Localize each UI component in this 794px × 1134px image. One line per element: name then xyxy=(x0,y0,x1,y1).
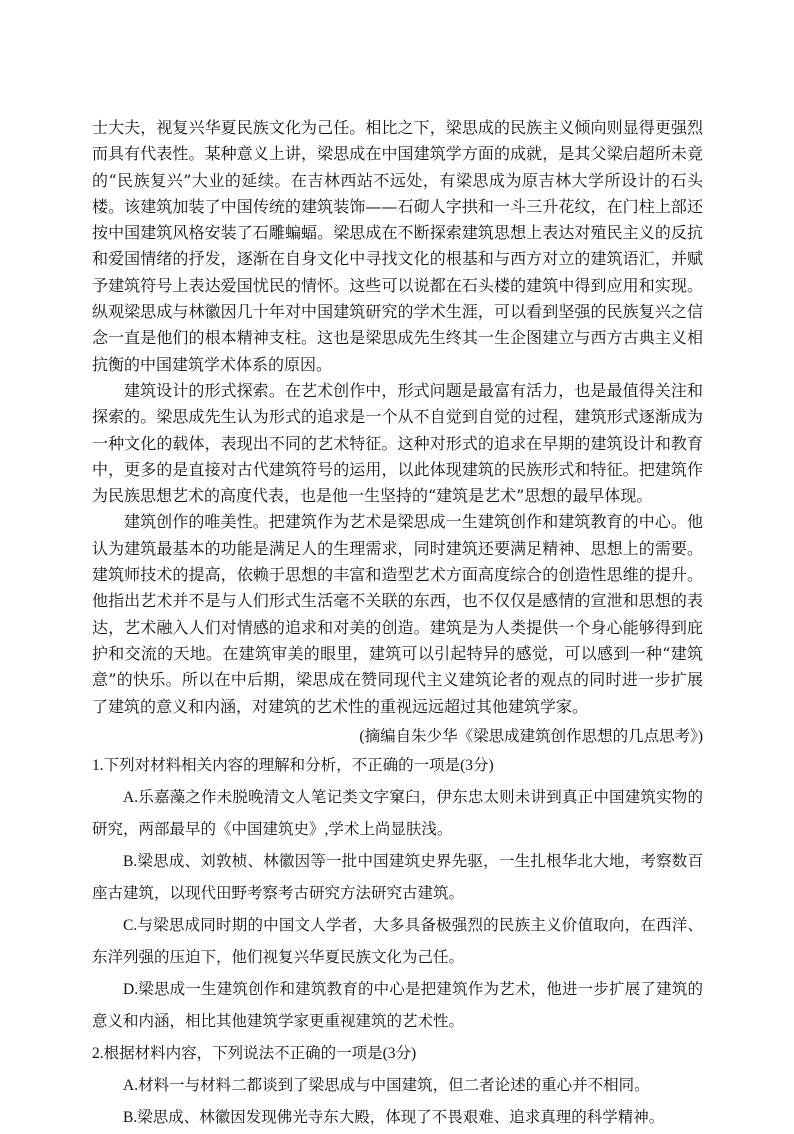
question-option: A.乐嘉藻之作未脱晚清文人笔记类文字窠臼，伊东忠太则未讲到真正中国建筑实物的研究，两部最早的《中国建筑史》,学术上尚显肤浅。 xyxy=(92,788,703,838)
question-option: B.梁思成、刘敦桢、林徽因等一批中国建筑史界先驱，一生扎根华北大地，考察数百座古建筑，以现代田野考察考古研究方法研究古建筑。 xyxy=(92,852,703,902)
question-option: C.与梁思成同时期的中国文人学者，大多具备极强烈的民族主义价值取向，在西洋、东洋列强的压迫下，他们视复兴华夏民族文化为己任。 xyxy=(92,916,703,966)
question-option: D.梁思成一生建筑创作和建筑教育的中心是把建筑作为艺术，他进一步扩展了建筑的意义和内涵，相比其他建筑学家更重视建筑的艺术性。 xyxy=(92,980,703,1030)
question-option: A.材料一与材料二都谈到了梁思成与中国建筑，但二者论述的重心并不相同。 xyxy=(123,1076,650,1094)
question-1 xyxy=(92,750,703,1038)
passage-paragraph-3: 建筑创作的唯美性。把建筑作为艺术是梁思成一生建筑创作和建筑教育的中心。他认为建筑最基本的功能是满足人的生理需求，同时建筑还要满足精神、思想上的需要。建筑师技术的提高，依赖于思想的丰富和造型艺术方面高度综合的创造性思维的提升。他指出艺术并不是与人们形式生活毫不关联的东西，也不仅仅是感情的宣泄和思想的表达，艺术融入人们对情感的追求和对美的创造。建筑是为人类提供一个身心能够得到庇护和交流的天地。在建筑审美的眼里，建筑可以引起特异的感觉，可以感到一种“建筑意”的快乐。所以在中后期，梁思成在赞同现代主义建筑论者的观点的同时进一步扩展了建筑的意义和内涵，对建筑的艺术性的重视远远超过其他建筑学家。 xyxy=(92,512,703,716)
question-stem: 2.根据材料内容，下列说法不正确的一项是(3分) xyxy=(92,1044,417,1062)
passage-paragraph-1: 士大夫，视复兴华夏民族文化为己任。相比之下，梁思成的民族主义倾向则显得更强烈而具有代表性。某种意义上讲，梁思成在中国建筑学方面的成就，是其父梁启超所未竟的“民族复兴”大业的延续。在吉林西站不远处，有梁思成为原吉林大学所设计的石头楼。该建筑加装了中国传统的建筑装饰——石砌人字拱和一斗三升花纹，在门柱上部还按中国建筑风格安装了石雕蝙蝠。梁思成在不断探索建筑思想上表达对殖民主义的反抗和爱国情绪的抒发，逐渐在自身文化中寻找文化的根基和与西方对立的建筑语汇，并赋予建筑符号上表达爱国忧民的情怀。这些可以说都在石头楼的建筑中得到应用和实现。纵观梁思成与林徽因几十年对中国建筑研究的学术生涯，可以看到坚强的民族复兴之信念一直是他们的根本精神支柱。这也是梁思成先生终其一生企图建立与西方古典主义相抗衡的中国建筑学术体系的原因。 xyxy=(92,118,703,374)
question-stem: 1.下列对材料相关内容的理解和分析，不正确的一项是(3分) xyxy=(92,756,494,774)
passage-source: (摘编自朱少华《梁思成建筑创作思想的几点思考》) xyxy=(359,727,703,745)
document-body xyxy=(92,115,703,1134)
question-option: B.梁思成、林徽因发现佛光寺东大殿，体现了不畏艰难、追求真理的科学精神。 xyxy=(123,1108,665,1126)
question-2 xyxy=(92,1038,703,1134)
passage-paragraph-2: 建筑设计的形式探索。在艺术创作中，形式问题是最富有活力，也是最值得关注和探索的。梁思成先生认为形式的追求是一个从不自觉到自觉的过程，建筑形式逐渐成为一种文化的载体，表现出不同的艺术特征。这种对形式的追求在早期的建筑设计和教育中，更多的是直接对古代建筑符号的运用，以此体现建筑的民族形式和特征。把建筑作为民族思想艺术的高度代表，也是他一生坚持的“建筑是艺术”思想的最早体现。 xyxy=(92,380,703,506)
